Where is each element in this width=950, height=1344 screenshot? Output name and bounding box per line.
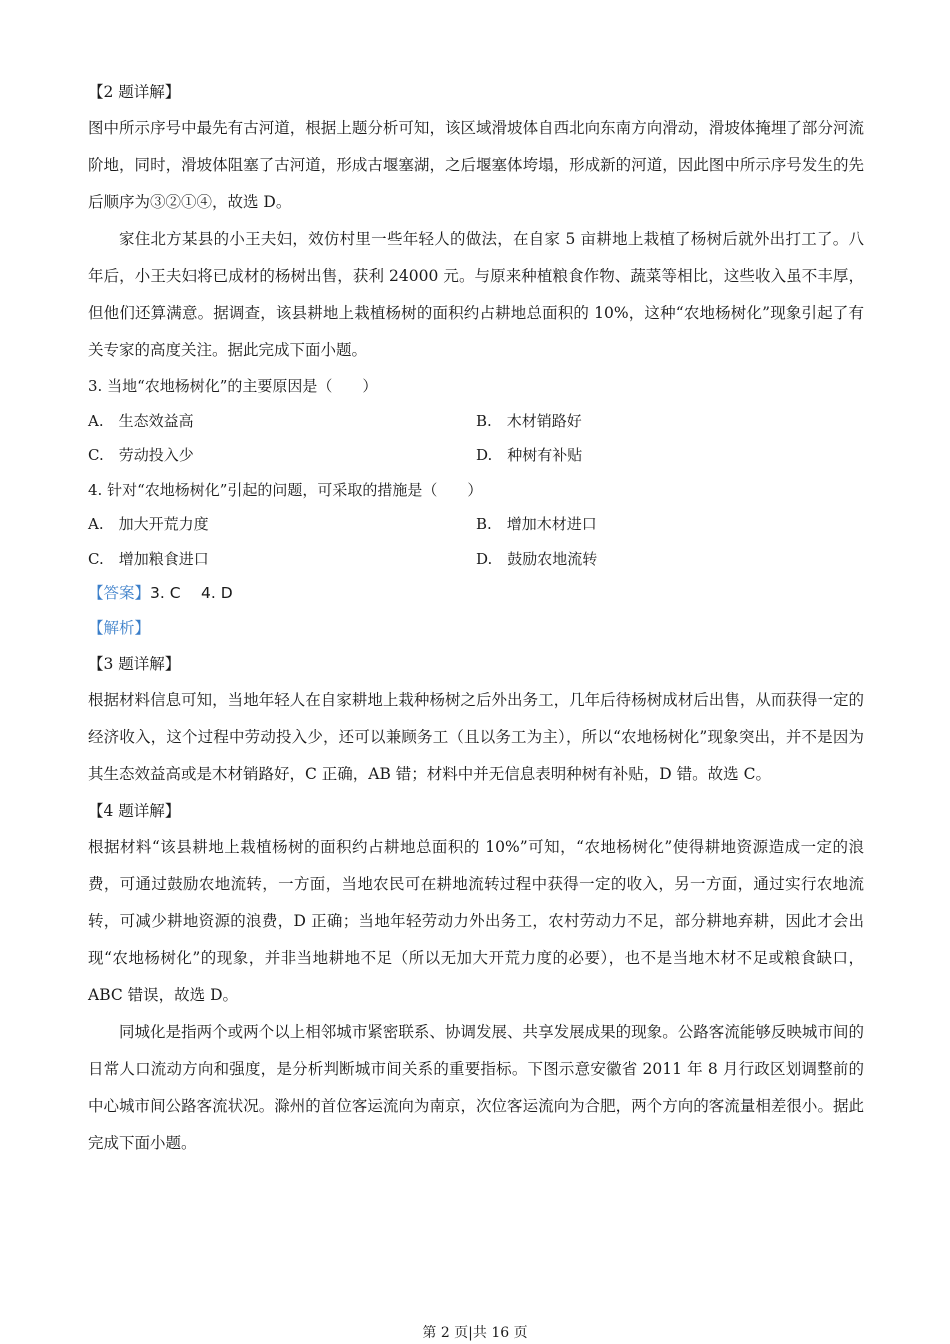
q4-detail-header: 【4 题详解】: [88, 802, 181, 820]
question-4-stem: 4. 针对“农地杨树化”引起的问题，可采取的措施是（ ）: [88, 480, 483, 499]
q4-option-c: C. 增加粮食进口: [88, 549, 209, 568]
q4-option-d: D. 鼓励农地流转: [476, 549, 598, 568]
q2-detail-header: 【2 题详解】: [88, 83, 181, 101]
analysis-label: 【解析】: [88, 619, 151, 637]
question-3-stem: 3. 当地“农地杨树化”的主要原因是（ ）: [88, 377, 378, 395]
q3-option-a: A. 生态效益高: [88, 411, 194, 430]
passage-poplar: 家住北方某县的小王夫妇，效仿村里一些年轻人的做法，在自家 5 亩耕地上栽植了杨树后就外出打工了。八年后，小王夫妇将已成材的杨树出售，获利 24000 元。与原来种植粮食作物、蔬菜等相比，这些收入虽不丰厚，但他们还算满意。据调查，该县耕地上栽植杨树的面积约占耕地总面积的 10%，这种“农地杨树化”现象引起了有关专家的高度关注。据此完成下面小题。: [88, 230, 864, 359]
q2-detail-body: 图中所示序号中最先有古河道，根据上题分析可知，该区域滑坡体自西北向东南方向滑动，滑坡体掩埋了部分河流阶地，同时，滑坡体阻塞了古河道，形成古堰塞湖，之后堰塞体垮塌，形成新的河道，因此图中所示序号发生的先后顺序为③②①④，故选 D。: [88, 119, 864, 211]
q3-option-c: C. 劳动投入少: [88, 446, 194, 464]
q3-detail-body: 根据材料信息可知，当地年轻人在自家耕地上栽种杨树之后外出务工，几年后待杨树成材后出售，从而获得一定的经济收入，这个过程中劳动投入少，还可以兼顾务工（且以务工为主），所以“农地杨树化”现象突出，并不是因为其生态效益高或是木材销路好，C 正确，AB 错；材料中并无信息表明种树有补贴，D 错。故选 C。: [88, 691, 864, 783]
answer-label: 【答案】: [88, 584, 151, 602]
q4-option-b: B. 增加木材进口: [476, 515, 597, 533]
passage-urbanization: 同城化是指两个或两个以上相邻城市紧密联系、协调发展、共享发展成果的现象。公路客流能够反映城市间的日常人口流动方向和强度，是分析判断城市间关系的重要指标。下图示意安徽省 2011 年 8 月行政区划调整前的中心城市间公路客流状况。滁州的首位客运流向为南京，次位客运流向为合肥，两个方向的客流量相差很小。据此完成下面小题。: [88, 1023, 864, 1152]
question-4-options: [88, 507, 864, 576]
document-page: [88, 74, 864, 1162]
q4-detail-body: 根据材料“该县耕地上栽植杨树的面积约占耕地总面积的 10%”可知，“农地杨树化”使得耕地资源造成一定的浪费，可通过鼓励农地流转，一方面，当地农民可在耕地流转过程中获得一定的收入，另一方面，通过实行农地流转，可减少耕地资源的浪费，D 正确；当地年轻劳动力外出务工，农村劳动力不足，部分耕地弃耕，因此才会出现“农地杨树化”的现象，并非当地耕地不足（所以无加大开荒力度的必要），也不是当地木材不足或粮食缺口，ABC 错误，故选 D。: [88, 838, 864, 1004]
page-footer: 第 2 页|共 16 页: [422, 1325, 528, 1341]
answer-value: 3. C 4. D: [150, 584, 233, 602]
question-3-options: [88, 404, 864, 473]
q3-detail-header: 【3 题详解】: [88, 655, 181, 673]
answer-line: [88, 576, 864, 611]
q3-option-b: B. 木材销路好: [476, 411, 582, 430]
q4-option-a: A. 加大开荒力度: [88, 515, 209, 533]
q3-option-d: D. 种树有补贴: [476, 446, 583, 464]
